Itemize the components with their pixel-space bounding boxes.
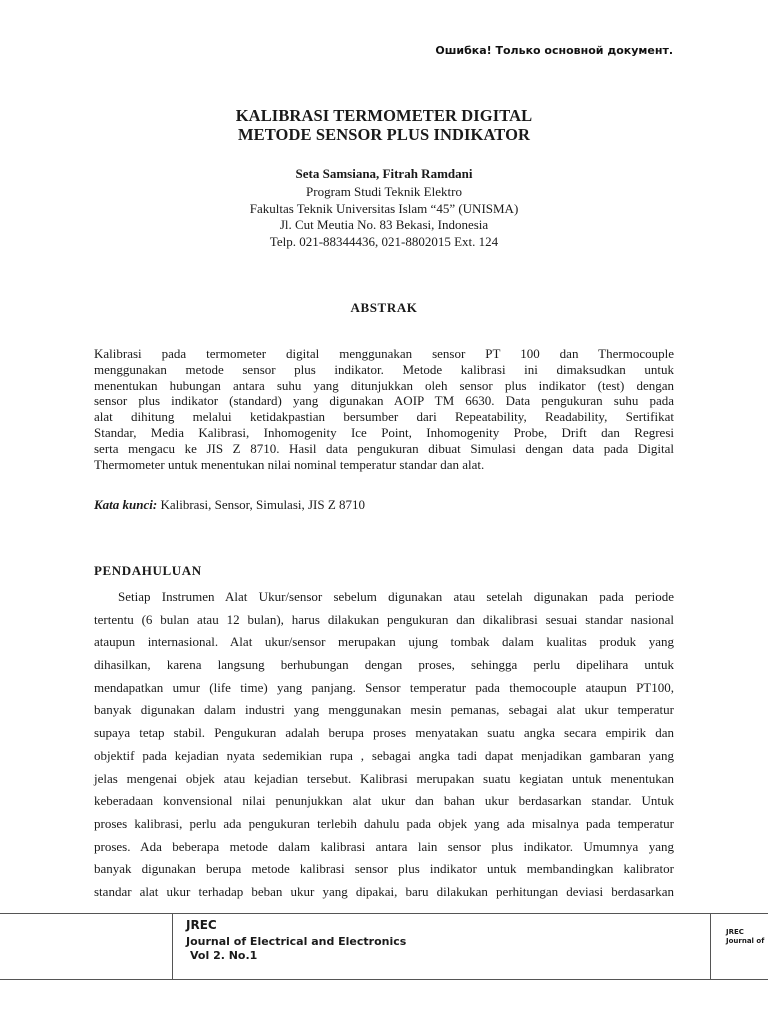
authors: Seta Samsiana, Fitrah Ramdani bbox=[295, 166, 473, 181]
footer-divider-right bbox=[710, 913, 711, 979]
intro-body bbox=[94, 586, 674, 904]
abstract-heading: ABSTRAK bbox=[350, 300, 418, 315]
intro-line: mendapatkan umur (life time) yang panjang. Sensor temperatur pada themocouple ataupun PT100, bbox=[94, 679, 674, 695]
intro-line: proses. Ada beberapa metode dalam kalibrasi antara lain sensor plus indikator. Umumnya yang bbox=[94, 838, 674, 854]
intro-line: supaya tetap stabil. Pengukuran adalah berupa proses menyatakan suatu angka secara empirik dan bbox=[94, 725, 674, 741]
abstract-line: alat dihitung melalui ketidakpastian bersumber dari Repeatability, Readability, Sertifikat bbox=[94, 409, 674, 425]
affiliation-line: Fakultas Teknik Universitas Islam “45” (UNISMA) bbox=[249, 200, 519, 216]
abstract-line: menggunakan metode sensor plus indikator. Metode kalibrasi ini dimaksudkan untuk bbox=[94, 361, 674, 377]
footer-journal-name: Journal of Electrical and Electronics bbox=[186, 935, 407, 948]
footer-volume: Vol 2. No.1 bbox=[190, 949, 258, 962]
intro-line: dihasilkan, karena langsung berhubungan dengan proses, sehingga perlu dipelihara untuk bbox=[94, 657, 674, 673]
affiliation bbox=[0, 184, 768, 250]
abstract-body bbox=[94, 346, 674, 472]
intro-line: banyak digunakan dalam industri yang menggunakan mesin pemanas, sebagai alat ukur temperatur bbox=[94, 702, 674, 718]
intro-line: banyak digunakan berupa metode kalibrasi sensor plus indikator untuk membandingkan kalibrator bbox=[94, 861, 674, 877]
affiliation-line: Telp. 021-88344436, 021-8802015 Ext. 124 bbox=[269, 233, 499, 249]
keywords-label: Kata kunci: bbox=[94, 497, 158, 512]
intro-line: tertentu (6 bulan atau 12 bulan), harus dilakukan pengukuran dan dikalibrasi sesuai standar nasional bbox=[94, 611, 674, 627]
abstract-line: menentukan hubungan antara suhu yang ditunjukkan oleh sensor plus indikator (test) dengan bbox=[94, 377, 674, 393]
header-note: Ошибка! Только основной документ. bbox=[435, 44, 673, 57]
abstract-line: Kalibrasi pada termometer digital menggunakan sensor PT 100 dan Thermocouple bbox=[94, 346, 674, 361]
affiliation-line: Jl. Cut Meutia No. 83 Bekasi, Indonesia bbox=[279, 217, 489, 233]
abstract-line: serta mengacu ke JIS Z 8710. Hasil data pengukuran dibuat Simulasi dengan data pada Digital bbox=[94, 440, 674, 456]
footer-divider-left bbox=[172, 913, 173, 979]
footer-top-rule bbox=[0, 913, 768, 914]
footer-right-journal: Journal of bbox=[726, 937, 765, 945]
footer-right-jrec: JREC bbox=[726, 928, 744, 936]
intro-line: objektif pada kejadian nyata sedemikian rupa , sebagai angka tadi dapat menjadikan gambaran yang bbox=[94, 747, 674, 763]
intro-line: jelas mengenai objek atau kejadian tersebut. Kalibrasi merupakan suatu kegiatan untuk menentukan bbox=[94, 770, 674, 786]
title-line-1: KALIBRASI TERMOMETER DIGITAL bbox=[235, 106, 533, 125]
abstract-line: Standar, Media Kalibrasi, Inhomogenity Ice Point, Inhomogenity Probe, Drift dan Regresi bbox=[94, 424, 674, 440]
intro-line: standar alat ukur terhadap beban ukur yang dipakai, baru dilakukan perhitungan deviasi berdasarkan bbox=[94, 883, 674, 899]
abstract-line: sensor plus indikator (standard) yang digunakan AOIP TM 6630. Data pengukuran suhu pada bbox=[94, 393, 674, 409]
intro-line: keberadaan konvensional nilai penunjukkan alat ukur dan bahan ukur berdasarkan standar. Untuk bbox=[94, 793, 674, 809]
intro-line: Setiap Instrumen Alat Ukur/sensor sebelum digunakan atau setelah digunakan pada periode bbox=[118, 589, 674, 604]
keywords bbox=[94, 497, 674, 513]
footer-jrec: JREC bbox=[186, 918, 217, 932]
title-line-2: METODE SENSOR PLUS INDIKATOR bbox=[237, 125, 531, 144]
intro-line: proses kalibrasi, perlu ada pengukuran terlebih dahulu pada objek yang ada misalnya pada temperatur bbox=[94, 815, 674, 831]
paper-title bbox=[0, 106, 768, 144]
footer-bottom-rule bbox=[0, 979, 768, 980]
section-heading-pendahuluan: PENDAHULUAN bbox=[94, 563, 202, 578]
intro-line: ataupun internasional. Alat ukur/sensor merupakan ujung tombak dalam kualitas produk yang bbox=[94, 634, 674, 650]
abstract-line: Thermometer untuk menentukan nilai nominal temperatur standar dan alat. bbox=[94, 456, 485, 472]
affiliation-line: Program Studi Teknik Elektro bbox=[306, 184, 462, 199]
keywords-text: Kalibrasi, Sensor, Simulasi, JIS Z 8710 bbox=[157, 497, 366, 512]
